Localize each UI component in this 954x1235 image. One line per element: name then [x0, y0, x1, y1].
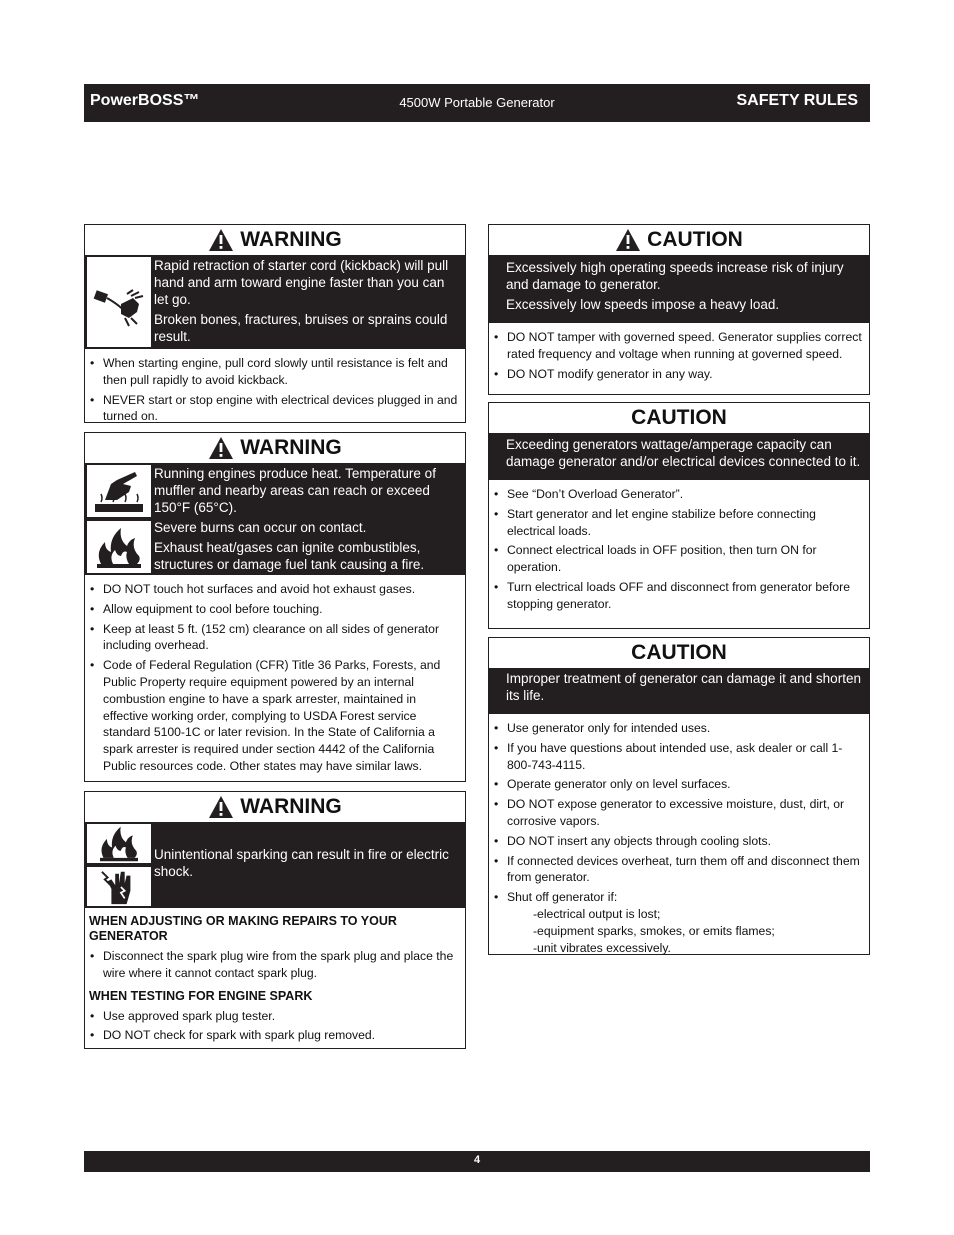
caution-title: CAUTION	[631, 641, 727, 664]
list-item: • Use approved spark plug tester.	[89, 1008, 459, 1025]
page-number: 4	[473, 1154, 481, 1166]
list-item: • Disconnect the spark plug wire from the spark plug and place the wire where it cannot contact spark plug.	[89, 948, 459, 982]
brand-name: PowerBOSS™	[90, 92, 200, 109]
hot-surface-hand-icon	[87, 465, 151, 517]
warning-hazard-panel	[85, 463, 465, 575]
precaution-list	[85, 946, 465, 987]
list-item: • Turn electrical loads OFF and disconnect from generator before stopping generator.	[493, 579, 863, 613]
list-item: • DO NOT expose generator to excessive moisture, dust, dirt, or corrosive vapors.	[493, 796, 863, 830]
precaution-list	[85, 1006, 465, 1050]
caution-overload-box	[488, 402, 870, 629]
list-item: • Connect electrical loads in OFF position, then turn ON for operation.	[493, 542, 863, 576]
list-item: • DO NOT tamper with governed speed. Generator supplies correct rated frequency and voltage when running at governed speed.	[493, 329, 863, 363]
list-item: • Use generator only for intended uses.	[493, 720, 863, 737]
list-item: • Code of Federal Regulation (CFR) Title 36 Parks, Forests, and Public Property require equipment powered by an internal combustion engine to have a spark arrester, maintained in effective working order, complying to USDA Forest service standard 5100-1C or later revision. In the State of California a spark arrester is required under section 4442 of the California Public resources code. Other states may have similar laws.	[89, 657, 459, 775]
hazard-statement: Exhaust heat/gases can ignite combustibles, structures or damage fuel tank causing a fire.	[154, 540, 425, 572]
caution-title: CAUTION	[489, 225, 869, 255]
list-item: • Operate generator only on level surfaces.	[493, 776, 863, 793]
hazard-statement: Running engines produce heat. Temperature of muffler and nearby areas can reach or exceed 150°F (65°C).	[154, 466, 436, 515]
precaution-list	[489, 714, 869, 906]
hazard-statement: Severe burns can occur on contact.	[154, 520, 367, 535]
list-item: • DO NOT check for spark with spark plug removed.	[89, 1027, 459, 1044]
hazard-statement: Excessively high operating speeds increase risk of injury and damage to generator.	[506, 260, 844, 292]
list-item: • Allow equipment to cool before touching.	[89, 601, 459, 618]
list-item: • See “Don’t Overload Generator”.	[493, 486, 863, 503]
list-item: • NEVER start or stop engine with electrical devices plugged in and turned on.	[89, 392, 459, 426]
warning-title: WARNING	[85, 433, 465, 463]
list-item: • DO NOT insert any objects through cooling slots.	[493, 833, 863, 850]
hazard-statement: Broken bones, fractures, bruises or sprains could result.	[154, 312, 448, 344]
warning-sparking-box	[84, 791, 466, 1049]
fire-icon	[87, 521, 151, 573]
caution-hazard-panel	[489, 255, 869, 323]
sub-item: -unit vibrates excessively.	[533, 940, 671, 955]
precaution-list	[489, 480, 869, 620]
list-item: • DO NOT touch hot surfaces and avoid hot exhaust gases.	[89, 581, 459, 598]
hazard-statement: Rapid retraction of starter cord (kickback) will pull hand and arm toward engine faster than you can let go.	[154, 258, 449, 307]
caution-hazard-panel	[489, 433, 869, 480]
list-item: • If you have questions about intended use, ask dealer or call 1-800-743-4115.	[493, 740, 863, 774]
list-item: • If connected devices overheat, turn them off and disconnect them from generator.	[493, 853, 863, 887]
warning-hazard-panel	[85, 822, 465, 908]
sub-item: -electrical output is lost;	[533, 906, 661, 921]
hazard-statement: Excessively low speeds impose a heavy load.	[506, 297, 780, 312]
list-item: • When starting engine, pull cord slowly until resistance is felt and then pull rapidly to avoid kickback.	[89, 355, 459, 389]
list-item: • Start generator and let engine stabilize before connecting electrical loads.	[493, 506, 863, 540]
caution-triangle-icon	[615, 228, 641, 252]
warning-triangle-icon	[208, 795, 234, 819]
caution-treatment-box	[488, 637, 870, 955]
subsection-heading: WHEN TESTING FOR ENGINE SPARK	[89, 988, 313, 1003]
list-item: • DO NOT modify generator in any way.	[493, 366, 863, 383]
warning-heat-box	[84, 432, 466, 782]
list-item: • Keep at least 5 ft. (152 cm) clearance on all sides of generator including overhead.	[89, 621, 459, 655]
page-header	[84, 84, 870, 122]
sub-item: -equipment sparks, smokes, or emits flames;	[533, 923, 775, 938]
precaution-list	[489, 323, 869, 389]
warning-title: WARNING	[85, 792, 465, 822]
hazard-statement: Unintentional sparking can result in fire or electric shock.	[154, 846, 449, 879]
warning-triangle-icon	[208, 228, 234, 252]
page-footer	[84, 1151, 870, 1172]
warning-kickback-box	[84, 224, 466, 423]
hazard-statement: Exceeding generators wattage/amperage capacity can damage generator and/or electrical devices connected to it.	[506, 437, 861, 469]
warning-triangle-icon	[208, 436, 234, 460]
section-title: SAFETY RULES	[736, 92, 858, 109]
warning-title: WARNING	[85, 225, 465, 255]
precaution-list	[85, 575, 465, 782]
warning-hazard-panel	[85, 255, 465, 349]
list-item: • Shut off generator if:	[493, 889, 863, 906]
caution-speed-box	[488, 224, 870, 395]
caution-title: CAUTION	[631, 406, 727, 429]
kickback-hand-icon	[87, 257, 151, 347]
subsection-heading: WHEN ADJUSTING OR MAKING REPAIRS TO YOUR GENERATOR	[89, 914, 397, 943]
hazard-statement: Improper treatment of generator can damage it and shorten its life.	[506, 671, 861, 703]
fire-icon	[87, 824, 151, 863]
electric-shock-icon	[87, 867, 151, 906]
precaution-list	[85, 349, 465, 432]
model-name: 4500W Portable Generator	[399, 95, 555, 110]
caution-hazard-panel	[489, 668, 869, 714]
